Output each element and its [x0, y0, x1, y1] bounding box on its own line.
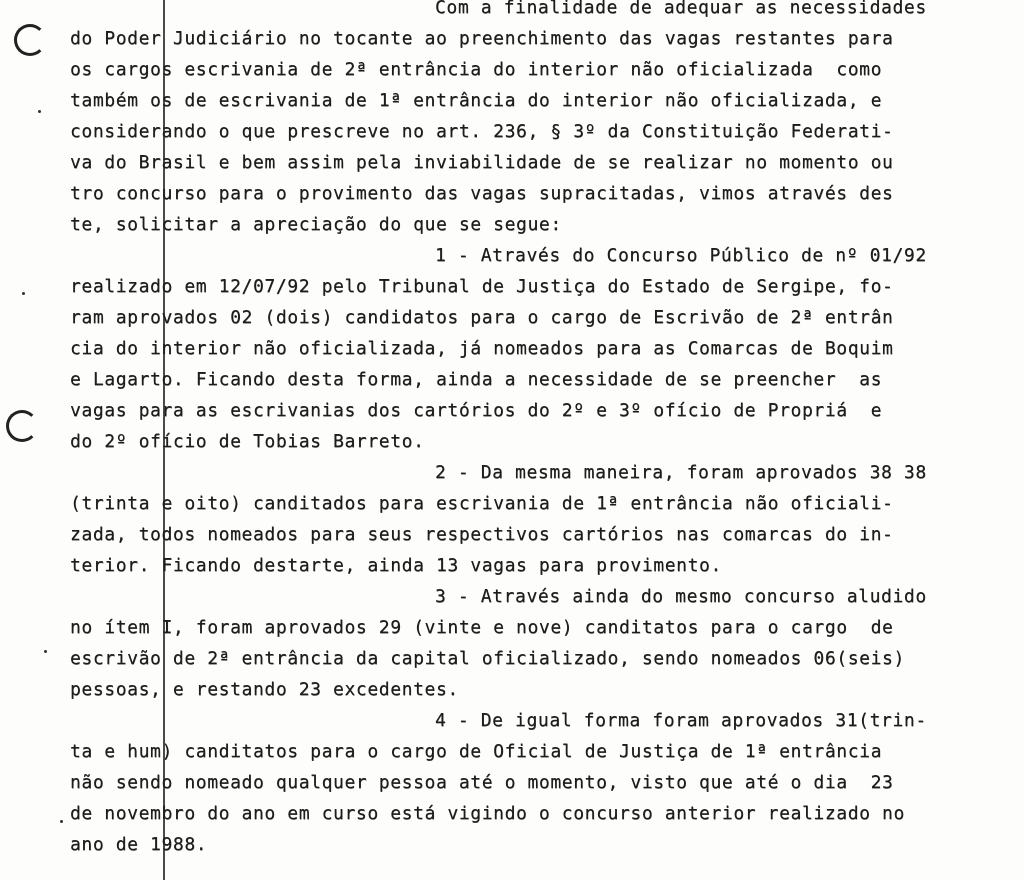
text-line: ta e hum) canditatos para o cargo de Oficial de Justiça de 1ª entrância — [70, 741, 883, 762]
scan-speck — [38, 110, 41, 113]
text-line: escrivão de 2ª entrância da capital oficializado, sendo nomeados 06(seis) — [70, 648, 905, 669]
text-line: zada, todos nomeados para seus respectivos cartórios nas comarcas do in- — [70, 524, 894, 545]
text-line: ano de 1988. — [70, 834, 208, 855]
text-line: ram aprovados 02 (dois) candidatos para o cargo de Escrivão de 2ª entrân — [70, 307, 894, 328]
paragraph-first-line: 3 - Através ainda do mesmo concurso aludido — [435, 586, 927, 607]
scan-speck — [44, 650, 47, 653]
text-line: va do Brasil e bem assim pela inviabilidade de se realizar no momento ou — [70, 152, 894, 173]
text-line: também os de escrivania de 1ª entrância do interior não oficializada, e — [70, 90, 883, 111]
text-line: do Poder Judiciário no tocante ao preenchimento das vagas restantes para — [70, 28, 894, 49]
scan-speck — [60, 820, 63, 823]
paragraph-first-line: Com a finalidade de adequar as necessidades — [435, 0, 927, 18]
text-line: (trinta e oito) canditados para escrivania de 1ª entrância não oficiali- — [70, 493, 894, 514]
text-line: vagas para as escrivanias dos cartórios do 2º e 3º ofício de Propriá e — [70, 400, 883, 421]
text-line: cia do interior não oficializada, já nomeados para as Comarcas de Boquim — [70, 338, 894, 359]
text-line: e Lagarto. Ficando desta forma, ainda a necessidade de se preencher as — [70, 369, 883, 390]
text-line: realizado em 12/07/92 pelo Tribunal de Justiça do Estado de Sergipe, fo- — [70, 276, 894, 297]
document-body — [70, 0, 970, 860]
text-line: de novembro do ano em curso está vigindo o concurso anterior realizado no — [70, 803, 905, 824]
text-line: do 2º ofício de Tobias Barreto. — [70, 431, 425, 452]
text-line: no ítem I, foram aprovados 29 (vinte e nove) canditatos para o cargo de — [70, 617, 894, 638]
punch-hole-top — [14, 24, 46, 56]
paragraph-first-line: 1 - Através do Concurso Público de nº 01/92 — [435, 245, 927, 266]
text-line: não sendo nomeado qualquer pessoa até o momento, visto que até o dia 23 — [70, 772, 894, 793]
punch-hole-middle — [6, 410, 38, 442]
text-line: considerando o que prescreve no art. 236, § 3º da Constituição Federati- — [70, 121, 894, 142]
paragraph-first-line: 4 - De igual forma foram aprovados 31(trin- — [435, 710, 927, 731]
text-line: pessoas, e restando 23 excedentes. — [70, 679, 459, 700]
text-line: os cargos escrivania de 2ª entrância do interior não oficializada como — [70, 59, 883, 80]
scan-speck — [22, 292, 25, 295]
text-line: te, solicitar a apreciação do que se segue: — [70, 214, 562, 235]
paragraph-first-line: 2 - Da mesma maneira, foram aprovados 38 38 — [435, 462, 927, 483]
text-line: tro concurso para o provimento das vagas supracitadas, vimos através des — [70, 183, 894, 204]
text-line: terior. Ficando destarte, ainda 13 vagas para provimento. — [70, 555, 722, 576]
